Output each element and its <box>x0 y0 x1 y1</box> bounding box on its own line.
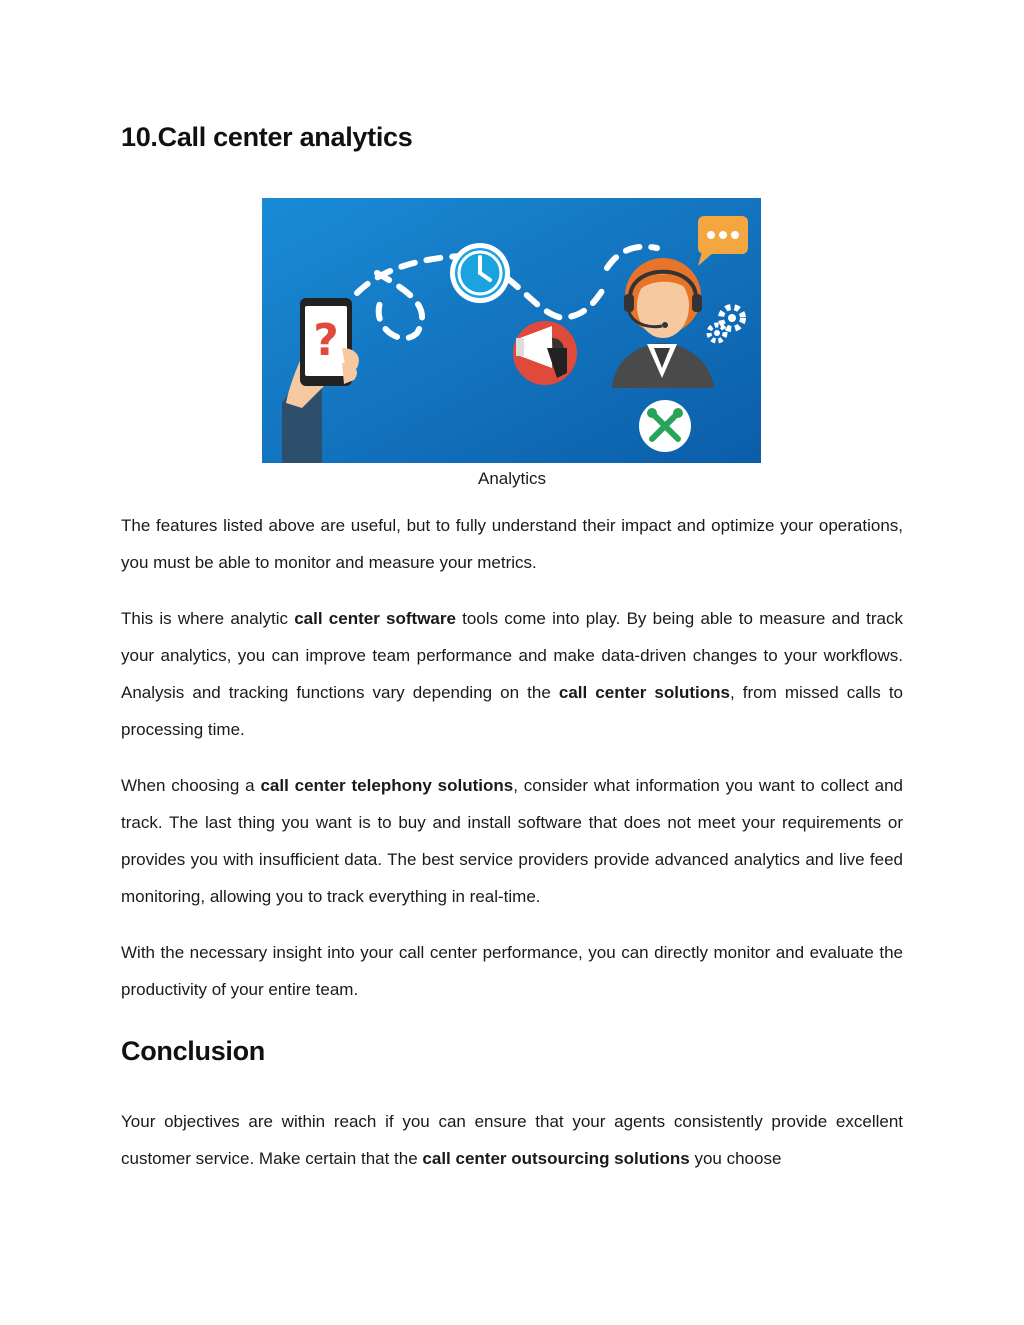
figure-caption: Analytics <box>477 469 547 488</box>
paragraph-4: With the necessary insight into your call center performance, you can directly monitor and evaluate the productivity of your entire team. <box>121 943 903 999</box>
paragraph-1: The features listed above are useful, but to fully understand their impact and optimize your operations, you must be able to monitor and measure your metrics. <box>121 516 903 572</box>
section-heading: 10.Call center analytics <box>121 122 413 152</box>
svg-text:?: ? <box>313 315 339 366</box>
paragraph-5: Your objectives are within reach if you can ensure that your agents consistently provide excellent customer service. Make certain that the call center outsourcing solutions you choose <box>121 1112 903 1168</box>
link-call-center-solutions[interactable]: call center solutions <box>558 683 730 702</box>
conclusion-heading: Conclusion <box>121 1036 265 1066</box>
link-call-center-outsourcing-solutions[interactable]: call center outsourcing solutions <box>422 1149 690 1168</box>
analytics-illustration <box>262 198 761 463</box>
tools-icon <box>639 400 691 452</box>
megaphone-icon <box>513 321 577 385</box>
paragraph-2: This is where analytic call center software tools come into play. By being able to measure and track your analytics, you can improve team performance and make data-driven changes to your workflows. Analysis and tracking functions vary depending on the call center solutions, from missed calls to processing time. <box>121 609 903 739</box>
paragraph-3: When choosing a call center telephony solutions, consider what information you want to collect and track. The last thing you want is to buy and install software that does not meet your requirements or provides you with insufficient data. The best service providers provide advanced analytics and live feed monitoring, allowing you to track everything in real-time. <box>121 776 903 906</box>
link-call-center-software[interactable]: call center software <box>294 609 456 628</box>
link-call-center-telephony-solutions[interactable]: call center telephony solutions <box>260 776 514 795</box>
clock-icon <box>450 243 510 303</box>
